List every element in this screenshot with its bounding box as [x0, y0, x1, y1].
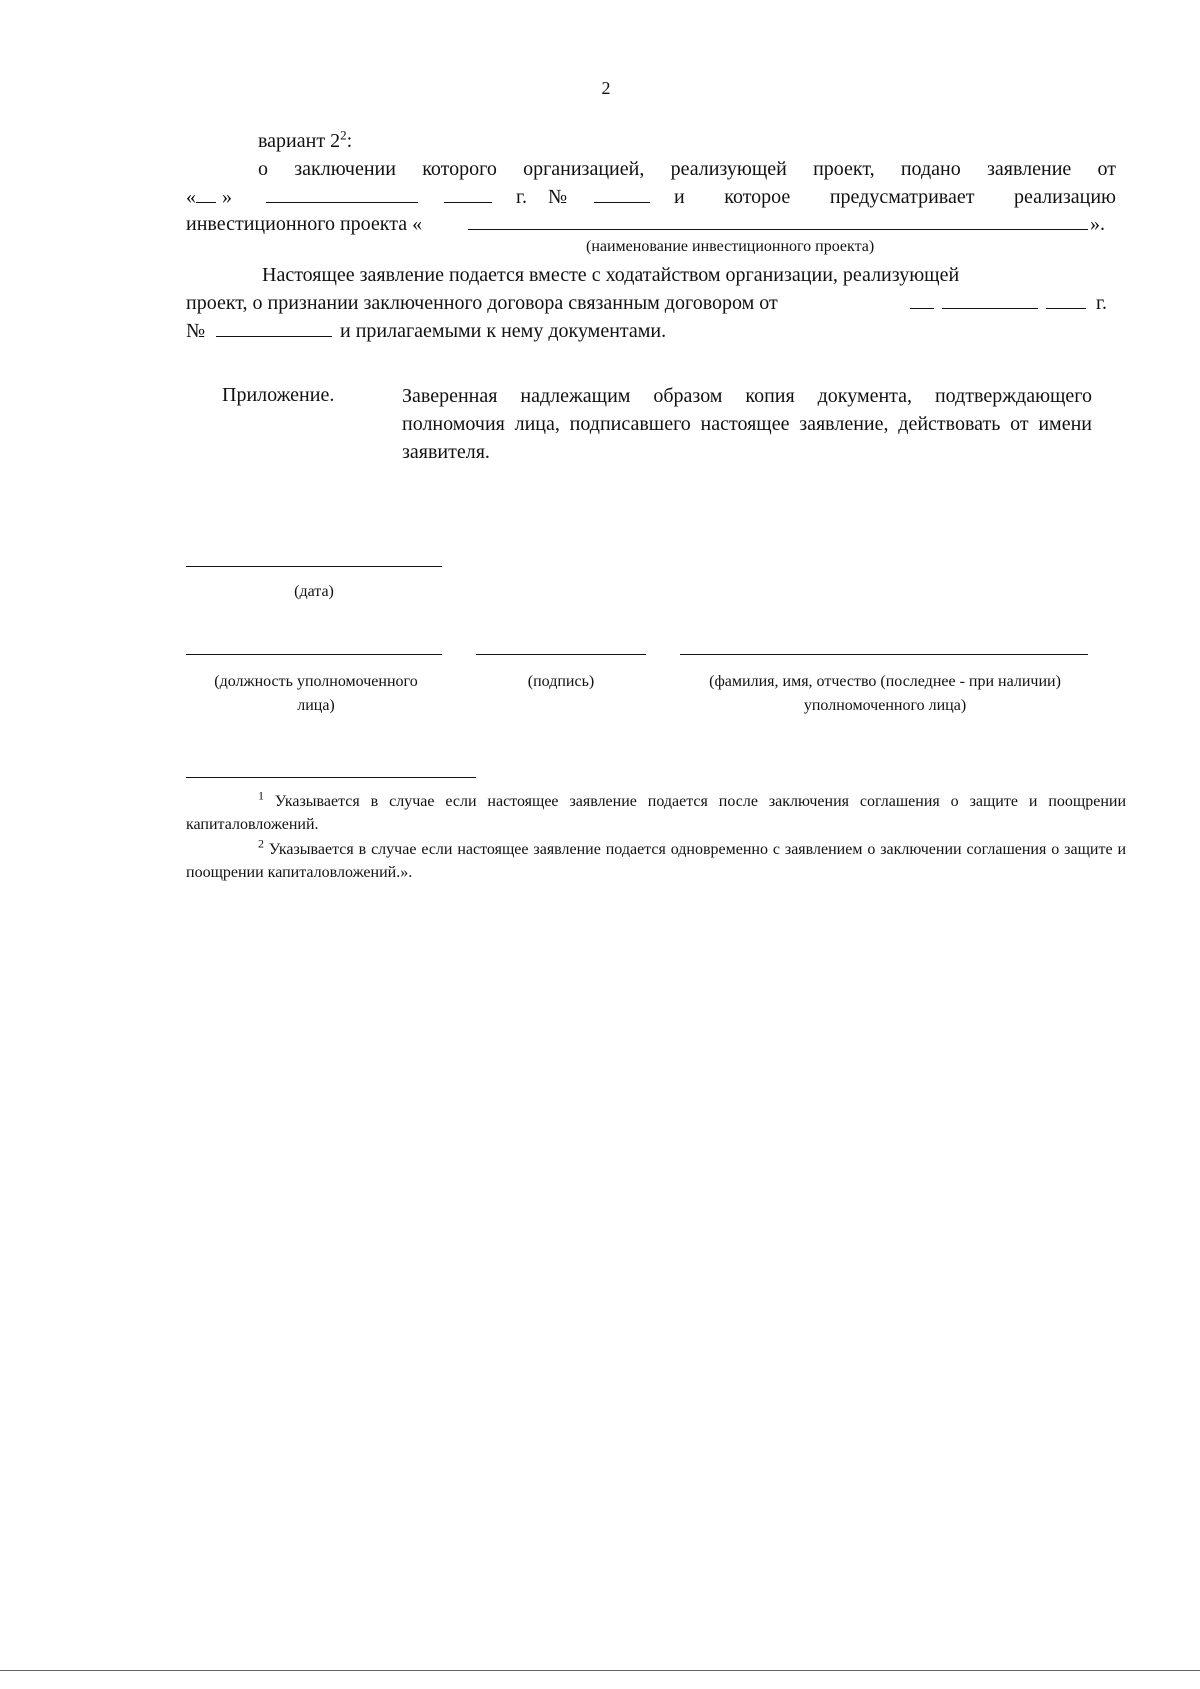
- attachment-label: Приложение.: [222, 384, 335, 406]
- footnote-1-number: 1: [258, 788, 264, 803]
- contract-number-sign: №: [186, 320, 206, 342]
- footnote-2: [186, 838, 1126, 884]
- application-line-1: о заключении которого организацией, реализующей проект, подано заявление от: [258, 158, 1116, 180]
- variant-label: вариант 2: [258, 130, 341, 152]
- project-name-blank: [468, 209, 1088, 230]
- footnote-1-text: Указывается в случае если настоящее заявление подается после заключения соглашения о защите и поощрении капиталовложений.: [186, 793, 1127, 833]
- date-caption: (дата): [294, 583, 334, 600]
- signature-line: [476, 654, 646, 655]
- application-line-2: [186, 184, 1116, 211]
- footnote-1: [186, 790, 1126, 836]
- contract-month-blank: [942, 288, 1038, 309]
- contract-year-blank: [1046, 288, 1086, 309]
- paragraph-2-line-2-text: проект, о признании заключенного договора связанным договором от: [186, 292, 778, 314]
- footnote-separator: [186, 777, 476, 778]
- paragraph-2-line-2: [186, 290, 1116, 317]
- footnote-2-number: 2: [258, 836, 264, 851]
- variant-colon: :: [346, 130, 353, 152]
- position-line: [186, 654, 442, 655]
- project-name-caption: (наименование инвестиционного проекта): [586, 238, 875, 255]
- contract-number-blank: [216, 316, 332, 337]
- signature-caption: (подпись): [527, 673, 595, 690]
- line-2-rest: и которое предусматривает реализацию: [674, 186, 1116, 208]
- quote-close: »: [222, 186, 232, 208]
- name-line: [680, 654, 1088, 655]
- month-blank: [266, 182, 418, 203]
- quote-open: «: [186, 186, 196, 208]
- variant-footnote-ref: 2: [340, 127, 347, 143]
- position-caption: (должность уполномоченного лица): [214, 673, 418, 714]
- variant-heading: [258, 128, 352, 155]
- line-3-end: ».: [1090, 213, 1105, 235]
- page-number: 2: [601, 78, 611, 98]
- attachment-text: Заверенная надлежащим образом копия документа, подтверждающего полномочия лица, подписавшего настоящее заявление, действовать от имени заявителя.: [402, 385, 1092, 463]
- line-3-text: инвестиционного проекта «: [186, 213, 423, 235]
- contract-year-suffix: г.: [1096, 292, 1107, 314]
- year-suffix: г.: [516, 186, 527, 208]
- number-blank: [594, 182, 650, 203]
- contract-day-blank: [910, 288, 934, 309]
- paragraph-2-line-3: [186, 318, 1116, 345]
- year-blank: [444, 182, 492, 203]
- number-sign: №: [548, 186, 568, 208]
- name-caption: (фамилия, имя, отчество (последнее - при наличии) уполномоченного лица): [709, 673, 1061, 714]
- paragraph-2-line-1: Настоящее заявление подается вместе с ходатайством организации, реализующей: [262, 264, 960, 286]
- paragraph-2-line-3-text: и прилагаемыми к нему документами.: [340, 320, 667, 342]
- footnote-2-text: Указывается в случае если настоящее заявление подается одновременно с заявлением о заключении соглашения о защите и поощрении капиталовложений.».: [186, 841, 1127, 881]
- date-line: [186, 566, 442, 567]
- page-bottom-edge: [0, 1670, 1200, 1671]
- application-line-3: [186, 211, 1116, 238]
- day-blank: [196, 182, 216, 203]
